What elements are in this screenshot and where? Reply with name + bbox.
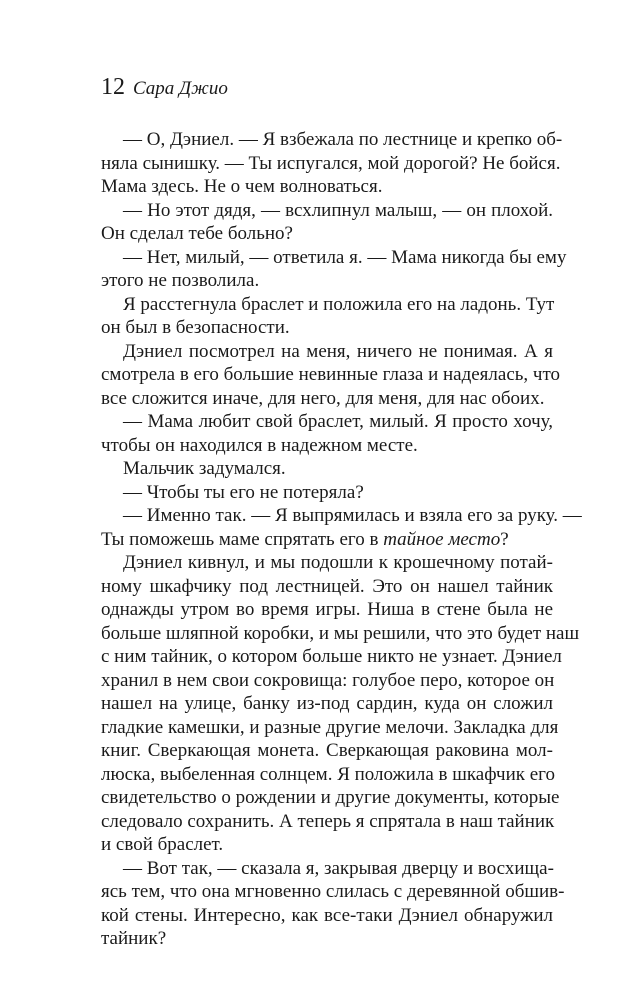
text-line: чтобы он находился в надежном месте. (101, 434, 418, 456)
text-line: и свой браслет. (101, 834, 224, 855)
text-line: — Именно так. — Я выпрямилась и взяла его за руку. — (123, 505, 582, 526)
text-line: — Нет, милый, — ответила я. — Мама никогда бы ему (123, 246, 567, 268)
text-line: няла сынишку. — Ты испугался, мой дорогой? Не бойся. (101, 152, 561, 174)
page-number: 12 (101, 74, 125, 100)
text-line: люска, выбеленная солнцем. Я положила в шкафчик его (101, 763, 555, 785)
text-line: Я расстегнула браслет и положила его на ладонь. Тут (123, 293, 555, 315)
text-line: все сложится иначе, для него, для меня, для нас обоих. (101, 387, 545, 409)
author-name: Сара Джио (133, 78, 228, 99)
text-line: с ним тайник, о котором больше никто не узнает. Дэниел (101, 646, 562, 667)
text-line: — Вот так, — сказала я, закрывая дверцу и восхища- (123, 857, 554, 879)
body-text (101, 128, 582, 951)
text-line: нашел на улице, банку из-под сардин, куда он сложил (101, 693, 553, 714)
text-line: Мальчик задумался. (123, 458, 286, 479)
text-line: — Чтобы ты его не потеряла? (123, 481, 364, 503)
text-line: кой стены. Интересно, как все-таки Дэниел обнаружил (101, 904, 553, 926)
text-line: тайник? (101, 928, 167, 949)
text-line: Дэниел посмотрел на меня, ничего не понимая. А я (123, 340, 553, 362)
text-line: свидетельство о рождении и другие документы, которые (101, 787, 560, 808)
text-line: Дэниел кивнул, и мы подошли к крошечному потай- (123, 552, 553, 573)
running-head (101, 72, 228, 102)
text-line: ясь тем, что она мгновенно слилась с деревянной обшив- (101, 881, 565, 902)
text-line: Мама здесь. Не о чем волноваться. (101, 176, 383, 197)
text-line: — О, Дэниел. — Я взбежала по лестнице и крепко об- (123, 129, 563, 150)
text-line: хранил в нем свои сокровища: голубое перо, которое он (101, 669, 555, 691)
text-line: книг. Сверкающая монета. Сверкающая раковина мол- (101, 740, 553, 761)
text-segment: ? (500, 528, 509, 550)
emphasis-text: тайное место (383, 528, 501, 550)
text-line: он был в безопасности. (101, 317, 290, 338)
text-line: больше шляпной коробки, и мы решили, что это будет наш (101, 622, 580, 644)
text-line: гладкие камешки, и разные другие мелочи. Закладка для (101, 716, 559, 738)
text-line: смотрела в его большие невинные глаза и надеялась, что (101, 364, 561, 385)
text-line: Он сделал тебе больно? (101, 223, 293, 244)
text-line: следовало сохранить. А теперь я спрятала в наш тайник (101, 810, 555, 832)
text-segment: Ты поможешь маме спрятать его в (101, 528, 384, 550)
text-line: этого не позволила. (101, 270, 260, 291)
text-line: — Мама любит свой браслет, милый. Я просто хочу, (123, 411, 553, 432)
text-line-with-emphasis (101, 528, 553, 552)
text-line: однажды утром во время игры. Ниша в стене была не (101, 599, 553, 620)
text-line: — Но этот дядя, — всхлипнул малыш, — он плохой. (123, 199, 553, 221)
text-line: ному шкафчику под лестницей. Это он нашел тайник (101, 575, 553, 597)
